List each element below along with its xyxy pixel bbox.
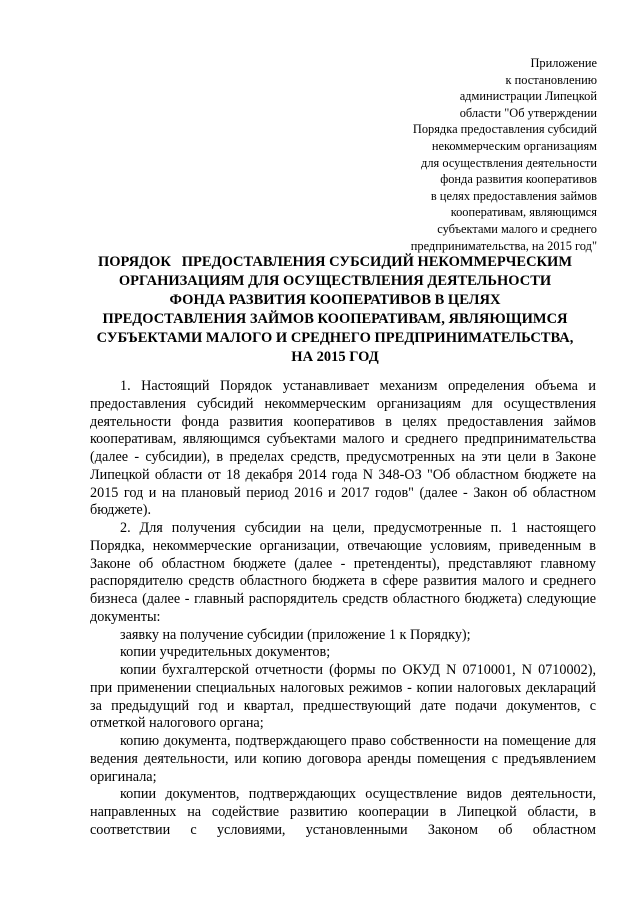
title-line: НА 2015 ГОД [291, 349, 379, 365]
document-body [90, 378, 596, 840]
document-title [80, 253, 590, 367]
title-line: ФОНДА РАЗВИТИЯ КООПЕРАТИВОВ В ЦЕЛЯХ [169, 292, 501, 308]
paragraph-2: 2. Для получения субсидии на цели, предусмотренные п. 1 настоящего Порядка, некоммерческие организации, отвечающие условиям, приведенным в Законе об областном бюджете (далее - претенденты), представляют главному распорядителю средств областного бюджета в сфере развития малого и среднего бизнеса (далее - главный распорядитель средств областного бюджета) следующие документы: [90, 520, 596, 625]
appendix-line: в целях предоставления займов [430, 188, 597, 203]
title-line: СУБЪЕКТАМИ МАЛОГО И СРЕДНЕГО ПРЕДПРИНИМАТЕЛЬСТВА, [96, 330, 574, 346]
appendix-header [337, 55, 597, 254]
title-line: ПРЕДОСТАВЛЕНИЯ ЗАЙМОВ КООПЕРАТИВАМ, ЯВЛЯЮЩИМСЯ [102, 311, 568, 327]
list-item-accounting: копии бухгалтерской отчетности (формы по ОКУД N 0710001, N 0710002), при применении специальных налоговых режимов - копии налоговых деклараций за предыдущий год и квартал, предшествующий дате подачи документов, с отметкой налогового органа; [90, 662, 596, 732]
appendix-line: некоммерческим организациям [431, 138, 597, 153]
list-item-property: копию документа, подтверждающего право собственности на помещение для ведения деятельности, или копию договора аренды помещения с предъявлением оригинала; [90, 733, 596, 785]
appendix-line: Приложение [530, 56, 597, 70]
appendix-line: к постановлению [505, 72, 597, 87]
title-line: ПОРЯДОК ПРЕДОСТАВЛЕНИЯ СУБСИДИЙ НЕКОММЕРЧЕСКИМ [97, 254, 573, 270]
appendix-line: области "Об утверждении [459, 105, 597, 120]
paragraph-1: 1. Настоящий Порядок устанавливает механизм определения объема и предоставления субсидий некоммерческим организациям для осуществления деятельности фонда развития кооперативов в целях предоставления займов кооперативам, являющимся субъектами малого и среднего предпринимательства (далее - субсидии), в пределах средств, предусмотренных на эти цели в Законе Липецкой области от 18 декабря 2014 года N 348-ОЗ "Об областном бюджете на 2015 год и на плановый период 2016 и 2017 годов" (далее - Закон об областном бюджете). [90, 378, 596, 519]
title-line: ОРГАНИЗАЦИЯМ ДЛЯ ОСУЩЕСТВЛЕНИЯ ДЕЯТЕЛЬНОСТИ [118, 273, 552, 289]
list-item-application: заявку на получение субсидии (приложение 1 к Порядку); [120, 626, 471, 643]
list-item-activity-docs: копии документов, подтверждающих осуществление видов деятельности, направленных на содействие развитию кооперации в Липецкой области, в соответствии с условиями, установленными Законом об областном [90, 786, 596, 838]
appendix-line: Порядка предоставления субсидий [412, 122, 597, 137]
appendix-line: предпринимательства, на 2015 год" [410, 238, 597, 253]
appendix-line: администрации Липецкой [459, 89, 597, 104]
appendix-line: субъектами малого и среднего [437, 221, 597, 236]
appendix-line: кооперативам, являющимся [450, 205, 597, 220]
appendix-line: фонда развития кооперативов [440, 172, 597, 187]
list-item-founding-docs: копии учредительных документов; [120, 644, 331, 661]
appendix-line: для осуществления деятельности [421, 155, 597, 170]
